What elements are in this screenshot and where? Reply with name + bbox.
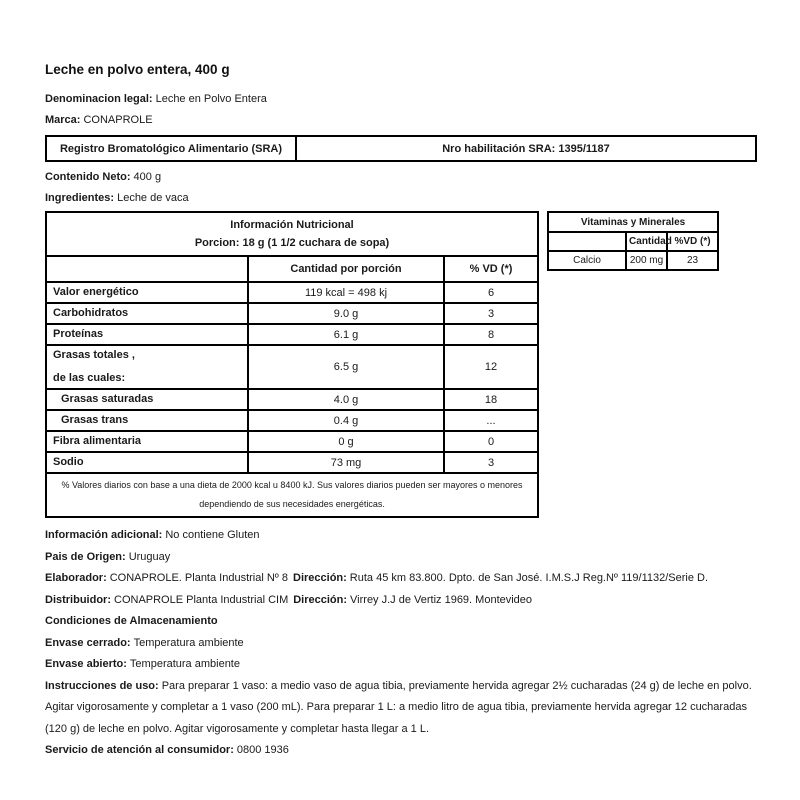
vitamins-col-vd: %VD (*) (667, 232, 718, 251)
table-row (46, 410, 538, 431)
table-row (46, 212, 538, 256)
nutrient-name: Fibra alimentaria (46, 431, 248, 452)
servicio-value: 0800 1936 (236, 744, 289, 756)
nutrient-name: Proteínas (46, 324, 248, 345)
nutrient-name: Grasas saturadas (46, 389, 248, 410)
origen-line (45, 547, 757, 569)
nutrient-name-line2: de las cuales: (53, 372, 126, 384)
table-row (46, 303, 538, 324)
nutrient-name: Carbohidratos (46, 303, 248, 324)
adicional-value: No contiene Gluten (165, 529, 260, 541)
table-row (46, 345, 538, 389)
table-row (46, 282, 538, 303)
table-row (46, 136, 756, 161)
contenido-line (45, 167, 757, 188)
denominacion-line (45, 89, 757, 110)
nutrient-amount: 0.4 g (248, 410, 444, 431)
servicio-label: Servicio de atención al consumidor: (45, 744, 234, 756)
table-row (46, 256, 538, 282)
distribuidor-direccion-label: Dirección: (293, 593, 348, 606)
contenido-value: 400 g (133, 171, 162, 183)
nutrient-vd: ... (444, 410, 538, 431)
nutrient-name: Grasas trans (46, 410, 248, 431)
tables-row (45, 211, 757, 518)
envase-cerrado-line (45, 633, 757, 655)
adicional-line (45, 525, 757, 547)
nutrition-title: Información Nutricional (230, 219, 354, 231)
envase-abierto-line (45, 654, 757, 676)
table-row (46, 324, 538, 345)
contenido-label: Contenido Neto: (45, 171, 131, 183)
nutrient-amount: 73 mg (248, 452, 444, 473)
denominacion-value: Leche en Polvo Entera (155, 93, 267, 105)
details-section (45, 525, 757, 762)
nutrient-amount: 9.0 g (248, 303, 444, 324)
elaborador-value: CONAPROLE. Planta Industrial Nº 8 (109, 572, 288, 584)
distribuidor-label: Distribuidor: (45, 593, 111, 606)
marca-label: Marca: (45, 114, 81, 126)
nutrient-vd: 18 (444, 389, 538, 410)
table-row (46, 473, 538, 517)
col-header-vd: % VD (*) (444, 256, 538, 282)
elaborador-label: Elaborador: (45, 572, 107, 584)
nutrient-vd: 3 (444, 452, 538, 473)
nutrient-vd: 0 (444, 431, 538, 452)
nutrient-name (46, 345, 248, 389)
vitamins-title: Vitaminas y Minerales (548, 212, 718, 232)
elaborador-direccion-value: Ruta 45 km 83.800. Dpto. de San José. I.M.S.J Reg.Nº 119/1132/Serie D. (349, 572, 709, 584)
envase-cerrado-label: Envase cerrado: (45, 636, 131, 649)
envase-abierto-label: Envase abierto: (45, 658, 127, 670)
marca-value: CONAPROLE (83, 114, 153, 126)
table-row (548, 232, 718, 251)
nutrient-amount: 119 kcal = 498 kj (248, 282, 444, 303)
envase-abierto-value: Temperatura ambiente (129, 658, 240, 670)
nutrient-name-line1: Grasas totales , (53, 349, 135, 361)
ingredientes-value: Leche de vaca (117, 192, 189, 204)
daily-values-footnote: % Valores diarios con base a una dieta de 2000 kcal u 8400 kJ. Sus valores diarios pueden ser mayores o menores dependiendo de sus necesidades energéticas. (46, 473, 538, 517)
envase-cerrado-value: Temperatura ambiente (133, 636, 244, 649)
nutrition-table-header (46, 212, 538, 256)
adicional-label: Información adicional: (45, 529, 163, 541)
table-row (46, 431, 538, 452)
marca-line (45, 110, 757, 131)
instrucciones-paragraph (45, 676, 757, 741)
origen-label: Pais de Origen: (45, 550, 126, 563)
nutrient-vd: 3 (444, 303, 538, 324)
nutrient-vd: 12 (444, 345, 538, 389)
distribuidor-direccion-value: Virrey J.J de Vertiz 1969. Montevideo (350, 593, 533, 606)
nutrient-amount: 6.1 g (248, 324, 444, 345)
condiciones-label: Condiciones de Almacenamiento (45, 615, 218, 627)
ingredientes-label: Ingredientes: (45, 192, 115, 204)
nutrient-vd: 8 (444, 324, 538, 345)
nutrition-portion: Porcion: 18 g (1 1/2 cuchara de sopa) (194, 237, 390, 249)
servicio-line (45, 740, 757, 762)
nutrient-vd: 6 (444, 282, 538, 303)
registry-table (45, 135, 757, 162)
table-row (46, 452, 538, 473)
empty-header-cell (46, 256, 248, 282)
col-header-amount: Cantidad por porción (248, 256, 444, 282)
elaborador-line (45, 568, 757, 590)
nutrient-amount: 4.0 g (248, 389, 444, 410)
origen-value: Uruguay (128, 550, 171, 563)
nutrient-amount: 6.5 g (248, 345, 444, 389)
nutrient-amount: 0 g (248, 431, 444, 452)
nutrient-name: Sodio (46, 452, 248, 473)
table-row (548, 212, 718, 232)
distribuidor-line (45, 590, 757, 612)
registry-name-cell: Registro Bromatológico Alimentario (SRA) (46, 136, 296, 161)
denominacion-label: Denominacion legal: (45, 93, 153, 105)
nutrition-table (45, 211, 539, 518)
ingredientes-line (45, 188, 757, 209)
table-row (548, 251, 718, 270)
instrucciones-label: Instrucciones de uso: (45, 679, 159, 692)
empty-header-cell (548, 232, 626, 251)
mineral-name: Calcio (548, 251, 626, 270)
condiciones-line (45, 611, 757, 633)
elaborador-direccion-label: Dirección: (293, 572, 347, 584)
vitamins-table (547, 211, 719, 271)
mineral-vd: 23 (667, 251, 718, 270)
distribuidor-value: CONAPROLE Planta Industrial CIM (114, 593, 289, 606)
nutrient-name: Valor energético (46, 282, 248, 303)
instrucciones-text: Para preparar 1 vaso: a medio vaso de agua tibia, previamente hervida agregar 2½ cucharadas (24 g) de leche en polvo. Agitar vigorosamente y completar a 1 vaso (200 mL). Para preparar 1 L: a medio litro de agua tibia, previamente hervida agregar 12 cucharadas (120 g) de leche en polvo. Agitar vigorosamente y completar hasta llegar a 1 L. (45, 679, 752, 735)
registry-number-cell: Nro habilitación SRA: 1395/1187 (296, 136, 756, 161)
vitamins-col-amount: Cantidad (626, 232, 667, 251)
table-row (46, 389, 538, 410)
mineral-amount: 200 mg (626, 251, 667, 270)
page-title: Leche en polvo entera, 400 g (45, 62, 230, 77)
